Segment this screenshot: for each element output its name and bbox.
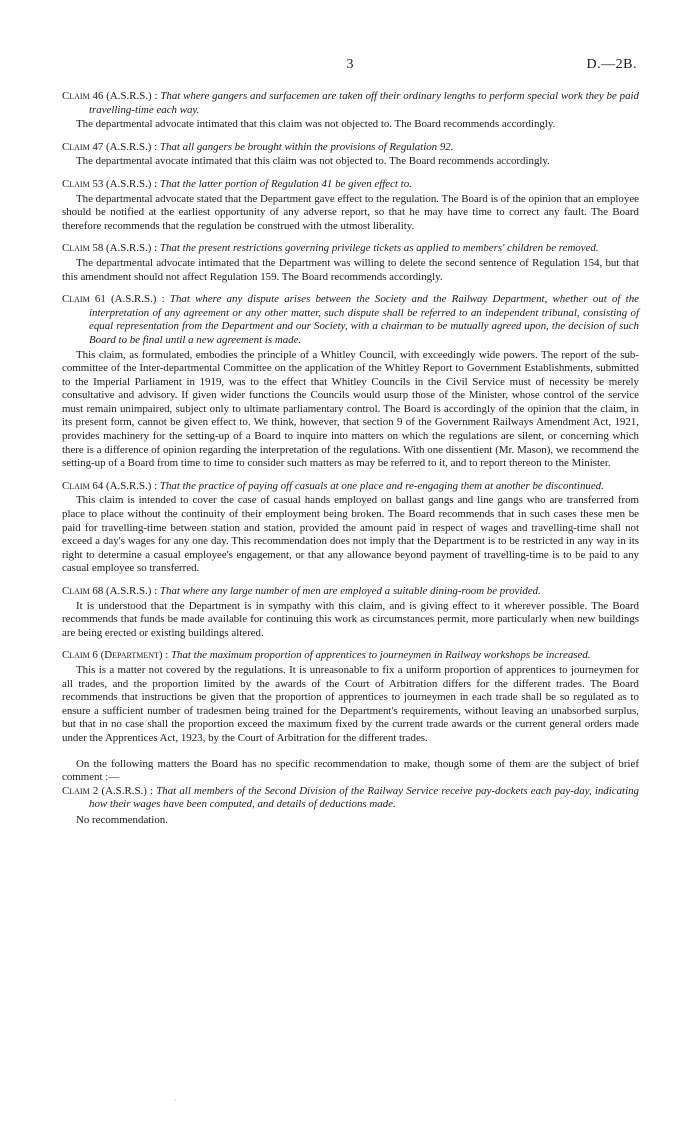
document-body bbox=[62, 90, 639, 837]
claim-block bbox=[62, 90, 639, 132]
claim-text: That all members of the Second Division of the Railway Service receive pay-dockets each pay-day, indicating how their wages have been computed, and details of deductions made. bbox=[89, 784, 639, 811]
claim-response: The departmental avocate intimated that this claim was not objected to. The Board recommends accordingly. bbox=[76, 155, 550, 168]
claim-label: Claim 2 (A.S.R.S.) : bbox=[62, 784, 154, 797]
claim-block bbox=[62, 585, 639, 640]
claim-block bbox=[62, 293, 639, 471]
claim-response: The departmental advocate intimated that the Department was willing to delete the second sentence of Regulation 154, but that this amendment should not affect Regulation 159. The Board recommends accordingly. bbox=[62, 256, 639, 283]
claim-text: That where any dispute arises between the Society and the Railway Department, whether out of the interpretation of any agreement or any other matter, such dispute shall be referred to an independent tribunal, consisting of equal representation from the Department and our Society, with a chairman to be mutually agreed upon, the decision of such Board to be final until a new agreement is made. bbox=[89, 293, 639, 346]
claim-text: That where gangers and surfacemen are taken off their ordinary lengths to perform special work they be paid travelling-time each way. bbox=[89, 90, 639, 116]
claim-block bbox=[62, 178, 639, 233]
claims-list bbox=[62, 90, 639, 746]
claim-heading bbox=[62, 141, 639, 155]
document-reference: D.—2B. bbox=[586, 57, 637, 72]
claim-response: This is a matter not covered by the regulations. It is unreasonable to fix a uniform proportion of apprentices to journeymen for all trades, and the proportion limited by the awards of the Court of Arbitration differs for the different trades. The Board recommends that instructions be given that the proportion of apprentices to journeymen in each trade shall be so regulated as to ensure a sufficient number of tradesmen being trained for the Department's requirements, without leaving an unabsorbed surplus, but that in no case shall the proportion exceed the maximum fixed by the current trade awards or the current general orders made under the Apprentices Act, 1923, by the Court of Arbitration for the different trades. bbox=[62, 663, 639, 744]
final-claim bbox=[62, 785, 639, 828]
claim-heading bbox=[62, 293, 639, 347]
claim-block bbox=[62, 480, 639, 576]
claim-label: Claim 64 (A.S.R.S.) : bbox=[62, 479, 158, 492]
claim-label: Claim 68 (A.S.R.S.) : bbox=[62, 585, 158, 597]
claim-label: Claim 6 (Department) : bbox=[62, 649, 169, 662]
claim-heading bbox=[62, 585, 639, 599]
claim-text: That the latter portion of Regulation 41 be given effect to. bbox=[159, 177, 412, 190]
claim-label: Claim 61 (A.S.R.S.) : bbox=[62, 293, 165, 306]
claim-block bbox=[62, 649, 639, 745]
page-mark: · bbox=[174, 1096, 177, 1105]
claim-block bbox=[62, 242, 639, 284]
claim-response: It is understood that the Department is in sympathy with this claim, and is giving effect to it wherever possible. The Board recommends that funds be made available for continuing this work as circumstances permit, more particularly when new buildings are being erected or existing buildings altered. bbox=[62, 599, 639, 639]
no-recommendation-text: No recommendation. bbox=[76, 813, 168, 826]
page-number: 3 bbox=[346, 57, 354, 72]
claim-heading bbox=[62, 785, 639, 812]
claim-response: This claim, as formulated, embodies the principle of a Whitley Council, with exceedingly wide powers. The report of the sub-committee of the Inter-departmental Committee on the application of the Whitley Report to Government Establishments, submitted to the Imperial Parliament in 1919, was to the effect that Whitley Councils in the Civil Service must of necessity be merely consultative and advisory. If given wider functions the Councils would usurp those of the Minister, whose control of the service must remain unimpaired, subject only to ultimate parliamentary control. The Board is accordingly of the opinion that the claim, in its present form, cannot be given effect to. We think, however, that section 9 of the Government Railways Amendment Act, 1921, provides machinery for the setting-up of a Board to inquire into matters on which the regulations are silent, or concerning which there is a difference of opinion regarding the interpretation of the regulations. With one dissentient (Mr. Mason), we recommend the setting-up of a Board from time to time to consider such matters as may be referred to it, and to report thereon to the Minister. bbox=[62, 348, 639, 470]
claim-text: That all gangers be brought within the provisions of Regulation 92. bbox=[159, 140, 454, 153]
claim-heading bbox=[62, 480, 639, 494]
claim-block bbox=[62, 141, 639, 169]
claim-label: Claim 46 (A.S.R.S.) : bbox=[62, 90, 158, 102]
claim-response: This claim is intended to cover the case of casual hands employed on ballast gangs and line gangs who are transferred from place to place without the continuity of their employment being broken. The Board recommends that in such cases these men be paid for travelling-time between station and station, provided the amount paid in respect of wages and travelling-time shall not exceed a day's wages for any one day. This recommendation does not imply that the Department is to be restricted in any way in its right to determine a casual employee's engagement, or that any allowance beyond payment of travelling-time is to be paid to any casual employee so transferred. bbox=[62, 494, 639, 575]
claim-heading bbox=[62, 242, 639, 256]
claim-text: That the maximum proportion of apprentices to journeymen in Railway workshops be increased. bbox=[170, 649, 591, 662]
claim-label: Claim 53 (A.S.R.S.) : bbox=[62, 177, 158, 190]
claim-heading bbox=[62, 90, 639, 117]
intro-paragraph: On the following matters the Board has no specific recommendation to make, though some of them are the subject of brief comment :— bbox=[62, 757, 639, 784]
claim-label: Claim 47 (A.S.R.S.) : bbox=[62, 140, 158, 153]
claim-text: That the practice of paying off casuals at one place and re-engaging them at another be discontinued. bbox=[159, 479, 604, 492]
claim-text: That where any large number of men are employed a suitable dining-room be provided. bbox=[159, 585, 541, 597]
claim-response: The departmental advocate intimated that this claim was not objected to. The Board recommends accordingly. bbox=[76, 118, 556, 131]
claim-response: The departmental advocate stated that the Department gave effect to the regulation. The Board is of the opinion that an employee should be notified at the earliest opportunity of any adverse report, so that he may have time to correct any fault. The Board therefore recommends that the regulation be construed with the utmost liberality. bbox=[62, 192, 639, 232]
claim-text: That the present restrictions governing privilege tickets as applied to members' children be removed. bbox=[159, 242, 599, 255]
claim-heading bbox=[62, 649, 639, 663]
claim-label: Claim 58 (A.S.R.S.) : bbox=[62, 242, 158, 255]
claim-heading bbox=[62, 178, 639, 192]
